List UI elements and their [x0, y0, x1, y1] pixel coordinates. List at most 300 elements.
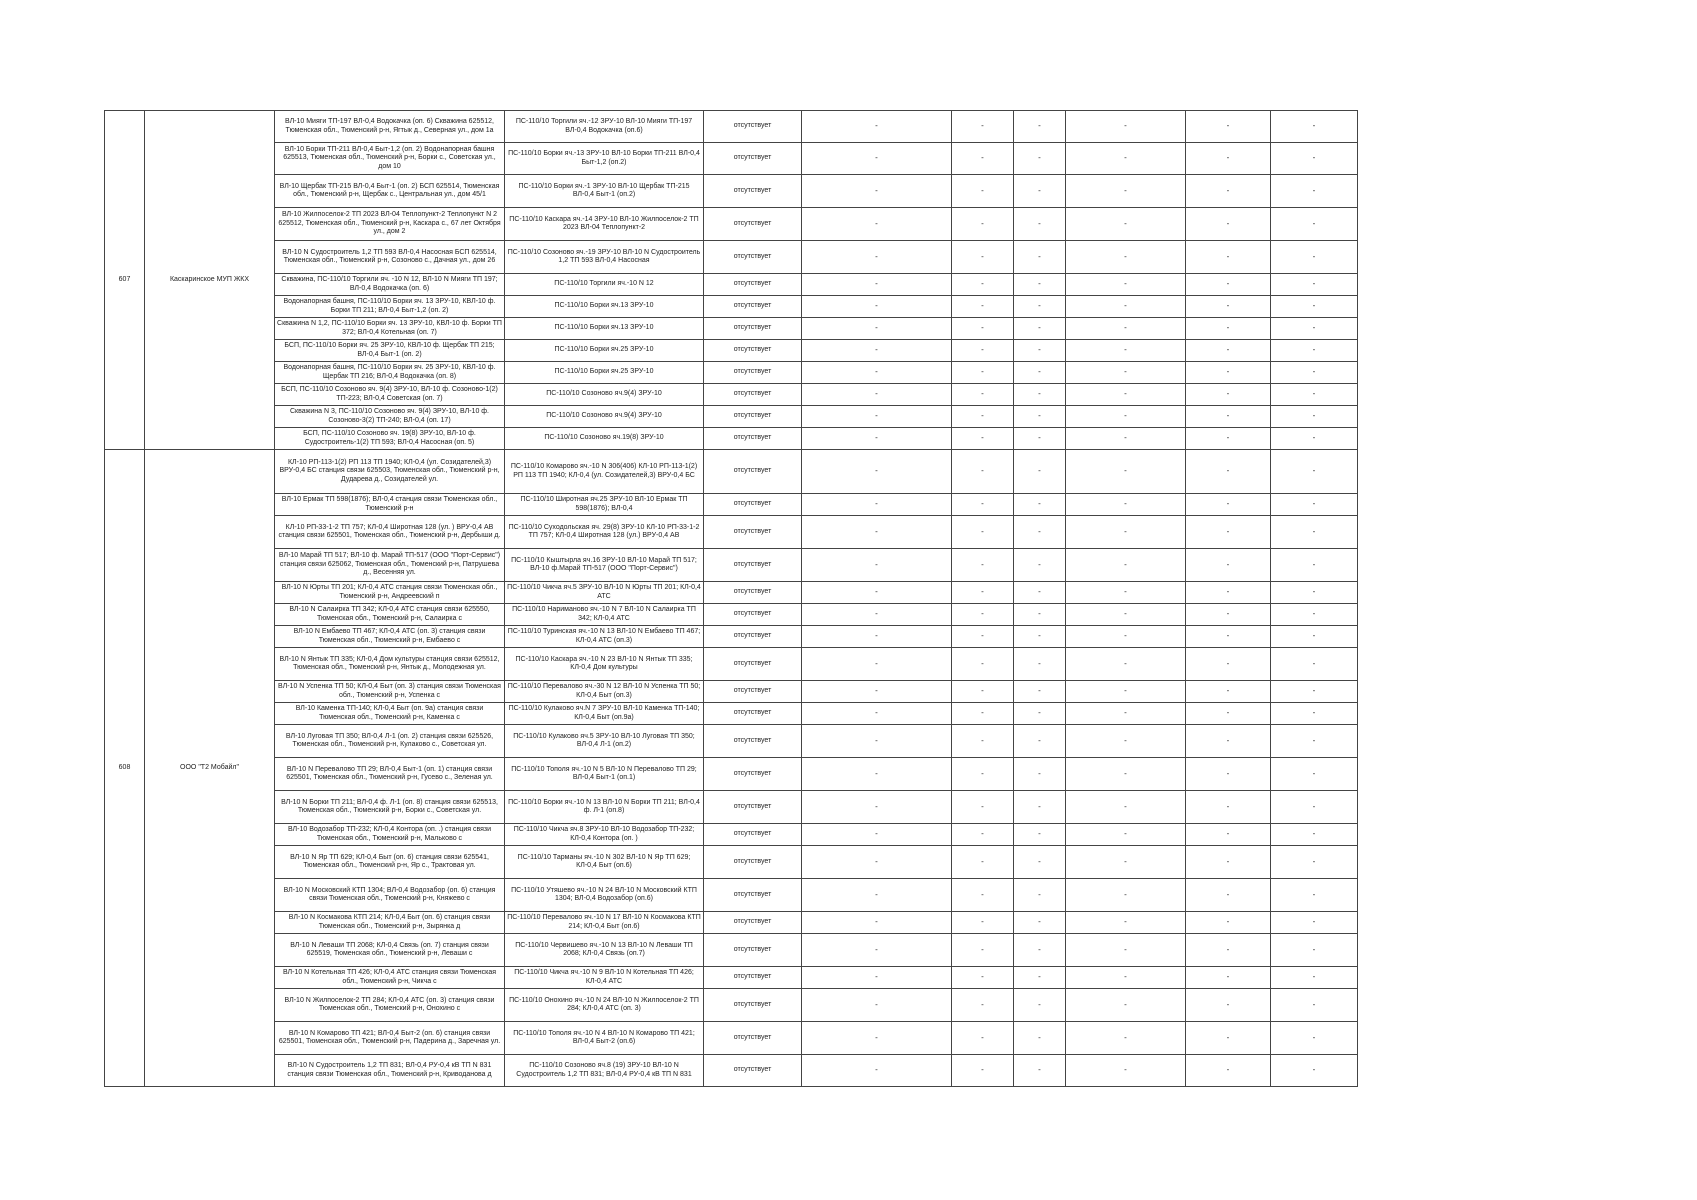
empty-value-cell: -: [1271, 274, 1358, 296]
status-cell: отсутствует: [704, 879, 802, 912]
empty-value-cell: -: [1186, 450, 1271, 494]
connection-point-cell: ВЛ-10 Борки ТП-211 ВЛ-0,4 Быт-1,2 (оп. 2) Водонапорная башня 625513, Тюменская обл., Тюменский р-н, Борки с., Советская ул., дом 10: [275, 143, 505, 175]
empty-value-cell: -: [802, 241, 952, 274]
table-row: [105, 967, 1358, 989]
status-cell: отсутствует: [704, 494, 802, 516]
empty-value-cell: -: [1271, 1055, 1358, 1087]
empty-value-cell: -: [952, 725, 1014, 758]
row-number: 607: [105, 111, 145, 450]
table-row: [105, 791, 1358, 824]
empty-value-cell: -: [1186, 879, 1271, 912]
empty-value-cell: -: [952, 846, 1014, 879]
connection-point-cell: ВЛ-10 N Перевалово ТП 29; ВЛ-0,4 Быт-1 (оп. 1) станция связи 625501, Тюменская обл., Тюменский р-н, Гусево с., Зеленая ул.: [275, 758, 505, 791]
table-row: [105, 725, 1358, 758]
empty-value-cell: -: [1066, 175, 1186, 208]
status-cell: отсутствует: [704, 296, 802, 318]
table-row: [105, 989, 1358, 1022]
connection-point-cell: Водонапорная башня, ПС-110/10 Борки яч. 25 ЗРУ-10, КВЛ-10 ф. Щербак ТП 216; ВЛ-0,4 Водокачка (оп. 8): [275, 362, 505, 384]
empty-value-cell: -: [1186, 406, 1271, 428]
status-cell: отсутствует: [704, 175, 802, 208]
table-row: [105, 406, 1358, 428]
empty-value-cell: -: [1014, 274, 1066, 296]
connection-point-cell: ВЛ-10 N Яр ТП 629; КЛ-0,4 Быт (оп. 6) станция связи 625541, Тюменская обл., Тюменский р-н, Яр с., Трактовая ул.: [275, 846, 505, 879]
empty-value-cell: -: [1066, 989, 1186, 1022]
table-row: [105, 494, 1358, 516]
empty-value-cell: -: [952, 296, 1014, 318]
status-cell: отсутствует: [704, 626, 802, 648]
connection-point-cell: ВЛ-10 Мияги ТП-197 ВЛ-0,4 Водокачка (оп. 6) Скважина 625512, Тюменская обл., Тюменский р-н, Ягтык д., Северная ул., дом 1а: [275, 111, 505, 143]
empty-value-cell: -: [1014, 428, 1066, 450]
empty-value-cell: -: [1066, 846, 1186, 879]
empty-value-cell: -: [1014, 934, 1066, 967]
status-cell: отсутствует: [704, 989, 802, 1022]
empty-value-cell: -: [1014, 318, 1066, 340]
connection-point-cell: ВЛ-10 Водозабор ТП-232; КЛ-0,4 Контора (оп. .) станция связи Тюменская обл., Тюменский р-н, Мальково с: [275, 824, 505, 846]
empty-value-cell: -: [952, 362, 1014, 384]
empty-value-cell: -: [802, 296, 952, 318]
empty-value-cell: -: [1014, 241, 1066, 274]
empty-value-cell: -: [1066, 648, 1186, 681]
empty-value-cell: -: [1014, 296, 1066, 318]
empty-value-cell: -: [952, 143, 1014, 175]
empty-value-cell: -: [1066, 111, 1186, 143]
empty-value-cell: -: [952, 516, 1014, 549]
table-row: [105, 274, 1358, 296]
supply-path-cell: ПС-110/10 Каскара яч.-10 N 23 ВЛ-10 N Янтык ТП 335; КЛ-0,4 Дом культуры: [505, 648, 704, 681]
empty-value-cell: -: [1014, 516, 1066, 549]
status-cell: отсутствует: [704, 362, 802, 384]
empty-value-cell: -: [1014, 681, 1066, 703]
empty-value-cell: -: [952, 340, 1014, 362]
empty-value-cell: -: [1014, 1022, 1066, 1055]
empty-value-cell: -: [952, 318, 1014, 340]
empty-value-cell: -: [1186, 274, 1271, 296]
empty-value-cell: -: [1186, 846, 1271, 879]
status-cell: отсутствует: [704, 384, 802, 406]
empty-value-cell: -: [1186, 175, 1271, 208]
empty-value-cell: -: [1271, 791, 1358, 824]
connection-point-cell: ВЛ-10 Каменка ТП-140; КЛ-0,4 Быт (оп. 9а) станция связи Тюменская обл., Тюменский р-н, Каменка с: [275, 703, 505, 725]
status-cell: отсутствует: [704, 143, 802, 175]
connection-point-cell: ВЛ-10 N Судостроитель 1,2 ТП 831; ВЛ-0,4 РУ-0,4 кВ ТП N 831 станция связи Тюменская обл., Тюменский р-н, Криводанова д: [275, 1055, 505, 1087]
status-cell: отсутствует: [704, 1022, 802, 1055]
table-row: [105, 846, 1358, 879]
supply-path-cell: ПС-110/10 Торгили яч.-12 ЗРУ-10 ВЛ-10 Мияги ТП-197 ВЛ-0,4 Водокачка (оп.6): [505, 111, 704, 143]
empty-value-cell: -: [1066, 450, 1186, 494]
table-row: [105, 879, 1358, 912]
empty-value-cell: -: [1066, 582, 1186, 604]
empty-value-cell: -: [1014, 340, 1066, 362]
empty-value-cell: -: [1186, 791, 1271, 824]
empty-value-cell: -: [952, 989, 1014, 1022]
empty-value-cell: -: [1186, 582, 1271, 604]
empty-value-cell: -: [952, 549, 1014, 582]
empty-value-cell: -: [1066, 703, 1186, 725]
supply-path-cell: ПС-110/10 Комарово яч.-10 N 306(406) КЛ-10 РП-113-1(2) РП 113 ТП 1940; КЛ-0,4 (ул. Созидателей,3) ВРУ-0,4 БС: [505, 450, 704, 494]
table-row: [105, 296, 1358, 318]
empty-value-cell: -: [1271, 912, 1358, 934]
empty-value-cell: -: [802, 318, 952, 340]
connection-point-cell: КЛ-10 РП-33-1-2 ТП 757; КЛ-0,4 Широтная 128 (ул. ) ВРУ-0,4 АВ станция связи 625501, Тюменская обл., Тюменский р-н, Дербыши д.: [275, 516, 505, 549]
empty-value-cell: -: [1066, 274, 1186, 296]
status-cell: отсутствует: [704, 725, 802, 758]
connection-point-cell: ВЛ-10 N Борки ТП 211; ВЛ-0,4 ф. Л-1 (оп. 8) станция связи 625513, Тюменская обл., Тюменский р-н, Борки с., Советская ул.: [275, 791, 505, 824]
table-row: [105, 648, 1358, 681]
empty-value-cell: -: [952, 450, 1014, 494]
empty-value-cell: -: [1066, 516, 1186, 549]
connection-point-cell: ВЛ-10 N Янтык ТП 335; КЛ-0,4 Дом культуры станция связи 625512, Тюменская обл., Тюменский р-н, Янтык д., Молодежная ул.: [275, 648, 505, 681]
connection-point-cell: ВЛ-10 N Ембаево ТП 467; КЛ-0,4 АТС (оп. 3) станция связи Тюменская обл., Тюменский р-н, Ембаево с: [275, 626, 505, 648]
table-row: [105, 340, 1358, 362]
empty-value-cell: -: [1271, 175, 1358, 208]
empty-value-cell: -: [1271, 208, 1358, 241]
empty-value-cell: -: [1271, 428, 1358, 450]
empty-value-cell: -: [1066, 384, 1186, 406]
empty-value-cell: -: [802, 758, 952, 791]
connection-point-cell: Скважина N 1,2, ПС-110/10 Борки яч. 13 ЗРУ-10, КВЛ-10 ф. Борки ТП 372; ВЛ-0,4 Котельная (оп. 7): [275, 318, 505, 340]
supply-path-cell: ПС-110/10 Созоново яч.19(8) ЗРУ-10: [505, 428, 704, 450]
status-cell: отсутствует: [704, 824, 802, 846]
supply-path-cell: ПС-110/10 Борки яч.-13 ЗРУ-10 ВЛ-10 Борки ТП-211 ВЛ-0,4 Быт-1,2 (оп.2): [505, 143, 704, 175]
status-cell: отсутствует: [704, 340, 802, 362]
connection-point-cell: Скважина, ПС-110/10 Торгили яч. -10 N 12, ВЛ-10 N Мияги ТП 197; ВЛ-0,4 Водокачка (оп. 6): [275, 274, 505, 296]
empty-value-cell: -: [1066, 549, 1186, 582]
empty-value-cell: -: [802, 428, 952, 450]
supply-path-cell: ПС-110/10 Кулаково яч.N 7 ЗРУ-10 ВЛ-10 Каменка ТП-140; КЛ-0,4 Быт (оп.9а): [505, 703, 704, 725]
empty-value-cell: -: [802, 340, 952, 362]
supply-path-cell: ПС-110/10 Онохино яч.-10 N 24 ВЛ-10 N Жилпоселок-2 ТП 284; КЛ-0,4 АТС (оп. 3): [505, 989, 704, 1022]
empty-value-cell: -: [1271, 989, 1358, 1022]
connection-point-cell: ВЛ-10 N Космакова КТП 214; КЛ-0,4 Быт (оп. 6) станция связи Тюменская обл., Тюменский р-н, Зырянка д: [275, 912, 505, 934]
status-cell: отсутствует: [704, 934, 802, 967]
table-row: [105, 428, 1358, 450]
table-row: [105, 758, 1358, 791]
empty-value-cell: -: [1186, 208, 1271, 241]
empty-value-cell: -: [952, 406, 1014, 428]
data-table: [104, 110, 1358, 1087]
supply-path-cell: ПС-110/10 Перевалово яч.-30 N 12 ВЛ-10 N Успенка ТП 50; КЛ-0,4 Быт (оп.3): [505, 681, 704, 703]
row-number: 608: [105, 450, 145, 1087]
empty-value-cell: -: [952, 582, 1014, 604]
supply-path-cell: ПС-110/10 Каскара яч.-14 ЗРУ-10 ВЛ-10 Жилпоселок-2 ТП 2023 ВЛ-04 Теплопункт-2: [505, 208, 704, 241]
empty-value-cell: -: [802, 681, 952, 703]
empty-value-cell: -: [1014, 111, 1066, 143]
empty-value-cell: -: [1186, 604, 1271, 626]
connection-point-cell: ВЛ-10 Ермак ТП 598(1876); ВЛ-0,4 станция связи Тюменская обл., Тюменский р-н: [275, 494, 505, 516]
status-cell: отсутствует: [704, 582, 802, 604]
empty-value-cell: -: [1271, 362, 1358, 384]
empty-value-cell: -: [802, 703, 952, 725]
empty-value-cell: -: [1066, 208, 1186, 241]
table-row: [105, 1022, 1358, 1055]
status-cell: отсутствует: [704, 758, 802, 791]
empty-value-cell: -: [952, 494, 1014, 516]
empty-value-cell: -: [1066, 494, 1186, 516]
empty-value-cell: -: [1271, 1022, 1358, 1055]
empty-value-cell: -: [1014, 582, 1066, 604]
empty-value-cell: -: [1271, 758, 1358, 791]
connection-point-cell: ВЛ-10 N Комарово ТП 421; ВЛ-0,4 Быт-2 (оп. 6) станция связи 625501, Тюменская обл., Тюменский р-н, Падерина д., Заречная ул.: [275, 1022, 505, 1055]
empty-value-cell: -: [802, 791, 952, 824]
connection-point-cell: ВЛ-10 N Леваши ТП 2068; КЛ-0,4 Связь (оп. 7) станция связи 625519, Тюменская обл., Тюменский р-н, Леваши с: [275, 934, 505, 967]
empty-value-cell: -: [802, 648, 952, 681]
empty-value-cell: -: [952, 604, 1014, 626]
empty-value-cell: -: [1066, 604, 1186, 626]
empty-value-cell: -: [1014, 406, 1066, 428]
empty-value-cell: -: [1014, 703, 1066, 725]
empty-value-cell: -: [1186, 934, 1271, 967]
empty-value-cell: -: [1014, 1055, 1066, 1087]
empty-value-cell: -: [1271, 626, 1358, 648]
empty-value-cell: -: [1186, 725, 1271, 758]
empty-value-cell: -: [1066, 967, 1186, 989]
empty-value-cell: -: [1186, 758, 1271, 791]
empty-value-cell: -: [1014, 967, 1066, 989]
empty-value-cell: -: [1186, 362, 1271, 384]
supply-path-cell: ПС-110/10 Борки яч.-10 N 13 ВЛ-10 N Борки ТП 211; ВЛ-0,4 ф. Л-1 (оп.8): [505, 791, 704, 824]
table-row: [105, 681, 1358, 703]
empty-value-cell: -: [1271, 143, 1358, 175]
status-cell: отсутствует: [704, 791, 802, 824]
supply-path-cell: ПС-110/10 Созоново яч.9(4) ЗРУ-10: [505, 406, 704, 428]
status-cell: отсутствует: [704, 516, 802, 549]
empty-value-cell: -: [802, 549, 952, 582]
connection-point-cell: ВЛ-10 N Судостроитель 1,2 ТП 593 ВЛ-0,4 Насосная БСП 625514, Тюменская обл., Тюменский р-н, Созоново с., Дачная ул., дом 26: [275, 241, 505, 274]
supply-path-cell: ПС-110/10 Созоново яч.9(4) ЗРУ-10: [505, 384, 704, 406]
empty-value-cell: -: [802, 879, 952, 912]
organization-name: Каскаринское МУП ЖКХ: [145, 111, 275, 450]
empty-value-cell: -: [1271, 450, 1358, 494]
empty-value-cell: -: [1186, 824, 1271, 846]
empty-value-cell: -: [1271, 318, 1358, 340]
empty-value-cell: -: [1271, 703, 1358, 725]
empty-value-cell: -: [952, 681, 1014, 703]
supply-path-cell: ПС-110/10 Кулаково яч.5 ЗРУ-10 ВЛ-10 Луговая ТП 350; ВЛ-0,4 Л-1 (оп.2): [505, 725, 704, 758]
supply-path-cell: ПС-110/10 Наримановo яч.-10 N 7 ВЛ-10 N Салаирка ТП 342; КЛ-0,4 АТС: [505, 604, 704, 626]
empty-value-cell: -: [952, 758, 1014, 791]
table-row: [105, 516, 1358, 549]
table-row: [105, 384, 1358, 406]
empty-value-cell: -: [1066, 626, 1186, 648]
empty-value-cell: -: [1066, 362, 1186, 384]
empty-value-cell: -: [1014, 648, 1066, 681]
connection-point-cell: ВЛ-10 N Московский КТП 1304; ВЛ-0,4 Водозабор (оп. 6) станция связи Тюменская обл., Тюменский р-н, Княжево с: [275, 879, 505, 912]
empty-value-cell: -: [1014, 549, 1066, 582]
empty-value-cell: -: [1186, 626, 1271, 648]
empty-value-cell: -: [1066, 681, 1186, 703]
empty-value-cell: -: [1271, 111, 1358, 143]
empty-value-cell: -: [1014, 725, 1066, 758]
empty-value-cell: -: [952, 208, 1014, 241]
empty-value-cell: -: [1186, 549, 1271, 582]
empty-value-cell: -: [1066, 912, 1186, 934]
table-row: [105, 241, 1358, 274]
empty-value-cell: -: [802, 274, 952, 296]
table-row: [105, 912, 1358, 934]
empty-value-cell: -: [1186, 912, 1271, 934]
connection-point-cell: ВЛ-10 N Котельная ТП 426; КЛ-0,4 АТС станция связи Тюменская обл., Тюменский р-н, Чикча с: [275, 967, 505, 989]
empty-value-cell: -: [952, 934, 1014, 967]
supply-path-cell: ПС-110/10 Борки яч.-1 ЗРУ-10 ВЛ-10 Щербак ТП-215 ВЛ-0,4 Быт-1 (оп.2): [505, 175, 704, 208]
empty-value-cell: -: [1271, 406, 1358, 428]
supply-path-cell: ПС-110/10 Чикча яч.8 ЗРУ-10 ВЛ-10 Водозабор ТП-232; КЛ-0,4 Контора (оп. ): [505, 824, 704, 846]
empty-value-cell: -: [1271, 340, 1358, 362]
table-body: [105, 111, 1358, 1087]
empty-value-cell: -: [1066, 824, 1186, 846]
connection-point-cell: БСП, ПС-110/10 Борки яч. 25 ЗРУ-10, КВЛ-10 ф. Щербак ТП 215; ВЛ-0,4 Быт-1 (оп. 2): [275, 340, 505, 362]
empty-value-cell: -: [1014, 879, 1066, 912]
empty-value-cell: -: [1271, 384, 1358, 406]
empty-value-cell: -: [1066, 725, 1186, 758]
supply-path-cell: ПС-110/10 Торгили яч.-10 N 12: [505, 274, 704, 296]
empty-value-cell: -: [952, 626, 1014, 648]
empty-value-cell: -: [952, 648, 1014, 681]
empty-value-cell: -: [952, 967, 1014, 989]
supply-path-cell: ПС-110/10 Борки яч.13 ЗРУ-10: [505, 296, 704, 318]
status-cell: отсутствует: [704, 681, 802, 703]
empty-value-cell: -: [1186, 516, 1271, 549]
empty-value-cell: -: [1271, 824, 1358, 846]
empty-value-cell: -: [1271, 494, 1358, 516]
empty-value-cell: -: [1066, 296, 1186, 318]
empty-value-cell: -: [1014, 175, 1066, 208]
supply-path-cell: ПС-110/10 Червишево яч.-10 N 13 ВЛ-10 N Леваши ТП 2068; КЛ-0,4 Связь (оп.7): [505, 934, 704, 967]
supply-path-cell: ПС-110/10 Борки яч.25 ЗРУ-10: [505, 340, 704, 362]
empty-value-cell: -: [952, 1055, 1014, 1087]
empty-value-cell: -: [802, 989, 952, 1022]
supply-path-cell: ПС-110/10 Туринская яч.-10 N 13 ВЛ-10 N Ембаево ТП 467; КЛ-0,4 АТС (оп.3): [505, 626, 704, 648]
empty-value-cell: -: [1066, 241, 1186, 274]
empty-value-cell: -: [802, 208, 952, 241]
empty-value-cell: -: [802, 111, 952, 143]
connection-point-cell: Скважина N 3, ПС-110/10 Созоново яч. 9(4) ЗРУ-10, ВЛ-10 ф. Созоново-3(2) ТП-240; ВЛ-0,4 (оп. 17): [275, 406, 505, 428]
organization-name: ООО "Т2 Мобайл": [145, 450, 275, 1087]
empty-value-cell: -: [802, 846, 952, 879]
supply-path-cell: ПС-110/10 Кыштырла яч.16 ЗРУ-10 ВЛ-10 Марай ТП 517; ВЛ-10 ф.Марай ТП-517 (ООО "Порт-Сервис"): [505, 549, 704, 582]
empty-value-cell: -: [802, 406, 952, 428]
empty-value-cell: -: [1271, 582, 1358, 604]
supply-path-cell: ПС-110/10 Тарманы яч.-10 N 302 ВЛ-10 N Яр ТП 629; КЛ-0,4 Быт (оп.6): [505, 846, 704, 879]
empty-value-cell: -: [802, 384, 952, 406]
empty-value-cell: -: [802, 626, 952, 648]
empty-value-cell: -: [1066, 791, 1186, 824]
status-cell: отсутствует: [704, 274, 802, 296]
empty-value-cell: -: [802, 824, 952, 846]
empty-value-cell: -: [952, 111, 1014, 143]
empty-value-cell: -: [952, 384, 1014, 406]
empty-value-cell: -: [1014, 604, 1066, 626]
table-row: [105, 318, 1358, 340]
empty-value-cell: -: [1066, 340, 1186, 362]
empty-value-cell: -: [1014, 791, 1066, 824]
connection-point-cell: ВЛ-10 N Успенка ТП 50; КЛ-0,4 Быт (оп. 3) станция связи Тюменская обл., Тюменский р-н, Успенка с: [275, 681, 505, 703]
table-row: [105, 824, 1358, 846]
empty-value-cell: -: [1271, 296, 1358, 318]
connection-point-cell: ВЛ-10 Марай ТП 517; ВЛ-10 ф. Марай ТП-517 (ООО "Порт-Сервис") станция связи 625062, Тюменская обл., Тюменский р-н, Патрушева д., Весенняя ул.: [275, 549, 505, 582]
empty-value-cell: -: [1186, 1055, 1271, 1087]
empty-value-cell: -: [1014, 494, 1066, 516]
empty-value-cell: -: [1186, 428, 1271, 450]
empty-value-cell: -: [802, 934, 952, 967]
status-cell: отсутствует: [704, 912, 802, 934]
empty-value-cell: -: [1271, 725, 1358, 758]
empty-value-cell: -: [1014, 912, 1066, 934]
empty-value-cell: -: [1271, 241, 1358, 274]
empty-value-cell: -: [1066, 934, 1186, 967]
empty-value-cell: -: [802, 582, 952, 604]
table-row: [105, 582, 1358, 604]
empty-value-cell: -: [1186, 241, 1271, 274]
empty-value-cell: -: [802, 967, 952, 989]
empty-value-cell: -: [802, 725, 952, 758]
empty-value-cell: -: [1186, 318, 1271, 340]
status-cell: отсутствует: [704, 846, 802, 879]
table-row: [105, 934, 1358, 967]
empty-value-cell: -: [1186, 384, 1271, 406]
supply-path-cell: ПС-110/10 Борки яч.25 ЗРУ-10: [505, 362, 704, 384]
empty-value-cell: -: [1066, 143, 1186, 175]
supply-path-cell: ПС-110/10 Созоново яч.-19 ЗРУ-10 ВЛ-10 N Судостроитель 1,2 ТП 593 ВЛ-0,4 Насосная: [505, 241, 704, 274]
status-cell: отсутствует: [704, 318, 802, 340]
empty-value-cell: -: [802, 494, 952, 516]
table-row: [105, 1055, 1358, 1087]
empty-value-cell: -: [1186, 296, 1271, 318]
status-cell: отсутствует: [704, 1055, 802, 1087]
supply-path-cell: ПС-110/10 Широтная яч.25 ЗРУ-10 ВЛ-10 Ермак ТП 598(1876); ВЛ-0,4: [505, 494, 704, 516]
status-cell: отсутствует: [704, 967, 802, 989]
empty-value-cell: -: [1186, 989, 1271, 1022]
empty-value-cell: -: [1271, 681, 1358, 703]
empty-value-cell: -: [1014, 208, 1066, 241]
supply-path-cell: ПС-110/10 Утяшево яч.-10 N 24 ВЛ-10 N Московский КТП 1304; ВЛ-0,4 Водозабор (оп.6): [505, 879, 704, 912]
empty-value-cell: -: [802, 516, 952, 549]
empty-value-cell: -: [1014, 989, 1066, 1022]
empty-value-cell: -: [952, 879, 1014, 912]
table-row: [105, 175, 1358, 208]
empty-value-cell: -: [1271, 846, 1358, 879]
table-row: [105, 626, 1358, 648]
empty-value-cell: -: [802, 450, 952, 494]
empty-value-cell: -: [1186, 1022, 1271, 1055]
status-cell: отсутствует: [704, 648, 802, 681]
empty-value-cell: -: [802, 1055, 952, 1087]
empty-value-cell: -: [1014, 846, 1066, 879]
connection-point-cell: ВЛ-10 Луговая ТП 350; ВЛ-0,4 Л-1 (оп. 2) станция связи 625526, Тюменская обл., Тюменский р-н, Кулаково с., Советская ул.: [275, 725, 505, 758]
supply-path-cell: ПС-110/10 Перевалово яч.-10 N 17 ВЛ-10 N Космакова КТП 214; КЛ-0,4 Быт (оп.6): [505, 912, 704, 934]
status-cell: отсутствует: [704, 604, 802, 626]
connection-point-cell: КЛ-10 РП-113-1(2) РП 113 ТП 1940; КЛ-0,4 (ул. Созидателей,3) ВРУ-0,4 БС станция связи 625503, Тюменская обл., Тюменский р-н, Дударева д., Созидателей ул.: [275, 450, 505, 494]
table-row: [105, 208, 1358, 241]
empty-value-cell: -: [1066, 318, 1186, 340]
empty-value-cell: -: [1271, 516, 1358, 549]
status-cell: отсутствует: [704, 111, 802, 143]
table-row: [105, 450, 1358, 494]
empty-value-cell: -: [1066, 1055, 1186, 1087]
empty-value-cell: -: [802, 362, 952, 384]
empty-value-cell: -: [802, 143, 952, 175]
connection-point-cell: БСП, ПС-110/10 Созоново яч. 19(8) ЗРУ-10, ВЛ-10 ф. Судостроитель-1(2) ТП 593; ВЛ-0,4 Насосная (оп. 5): [275, 428, 505, 450]
empty-value-cell: -: [1014, 362, 1066, 384]
supply-path-cell: ПС-110/10 Тополя яч.-10 N 4 ВЛ-10 N Комарово ТП 421; ВЛ-0,4 Быт-2 (оп.6): [505, 1022, 704, 1055]
empty-value-cell: -: [1186, 111, 1271, 143]
status-cell: отсутствует: [704, 428, 802, 450]
empty-value-cell: -: [802, 604, 952, 626]
supply-path-cell: ПС-110/10 Тополя яч.-10 N 5 ВЛ-10 N Перевалово ТП 29; ВЛ-0,4 Быт-1 (оп.1): [505, 758, 704, 791]
empty-value-cell: -: [1271, 879, 1358, 912]
empty-value-cell: -: [1186, 143, 1271, 175]
empty-value-cell: -: [1066, 758, 1186, 791]
empty-value-cell: -: [952, 274, 1014, 296]
